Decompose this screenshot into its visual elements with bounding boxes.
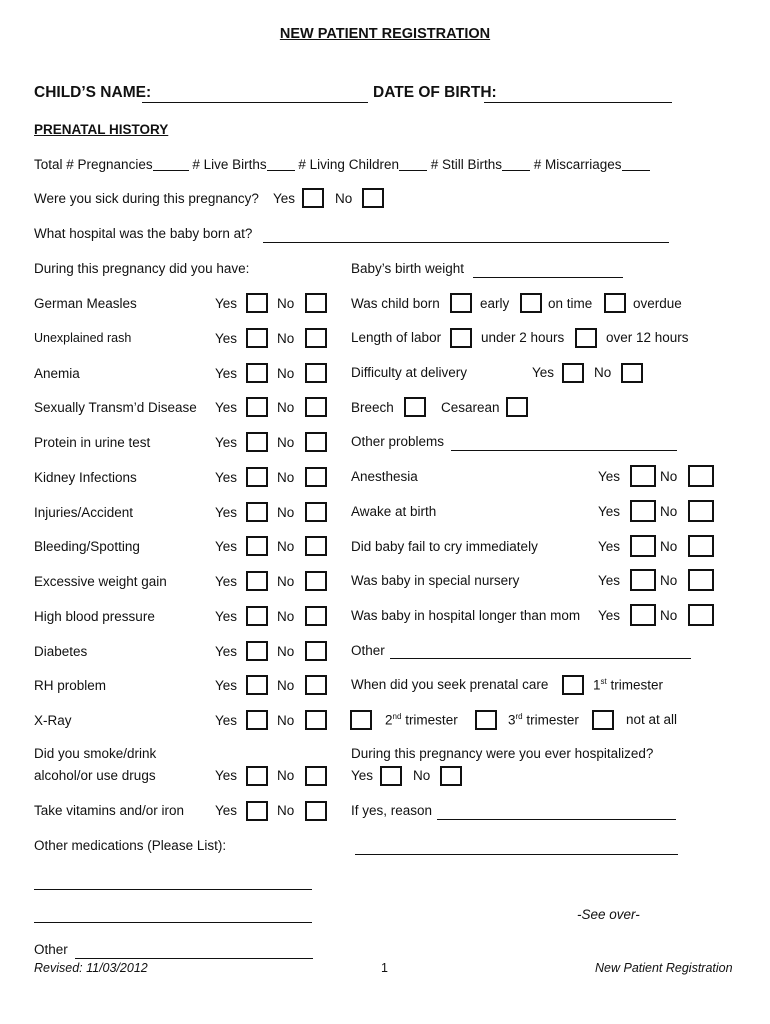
high-blood-pressure-yes-checkbox[interactable] [246,606,268,626]
injuries-accident-yes-checkbox[interactable] [246,502,268,522]
condition-no-label: No [277,470,295,485]
longer-than-mom-yes-checkbox[interactable] [630,604,656,626]
other-medications-label: Other medications (Please List): [34,838,227,853]
anesthesia-yes-label: Yes [598,469,621,484]
smoke-yes-checkbox[interactable] [246,766,268,786]
kidney-infections-no-checkbox[interactable] [305,467,327,487]
condition-yes-label: Yes [215,678,238,693]
under-2-hours-checkbox[interactable] [450,328,472,348]
smoke-yes-label: Yes [215,768,238,783]
difficulty-no-checkbox[interactable] [621,363,643,383]
anemia-yes-checkbox[interactable] [246,363,268,383]
live-births-label: # Live Births [192,157,267,172]
longer-than-mom-yes-label: Yes [598,608,621,623]
longer-than-mom-label: Was baby in hospital longer than mom [351,608,581,623]
pregnancies-label: Total # Pregnancies [34,157,153,172]
excessive-weight-gain-yes-checkbox[interactable] [246,571,268,591]
excessive-weight-gain-no-checkbox[interactable] [305,571,327,591]
form-name-footer: New Patient Registration [595,961,733,975]
hospital-question: What hospital was the baby born at? [34,226,253,241]
childs-name-field[interactable] [142,101,368,103]
if-yes-reason-field[interactable] [437,818,676,820]
condition-yes-label: Yes [215,296,238,311]
length-labor-label: Length of labor [351,330,442,345]
anesthesia-no-label: No [660,469,678,484]
sick-no-label: No [335,191,353,206]
over-12-hours-checkbox[interactable] [575,328,597,348]
fail-cry-yes-checkbox[interactable] [630,535,656,557]
cesarean-label: Cesarean [441,400,500,415]
awake-yes-checkbox[interactable] [630,500,656,522]
childs-name-label: CHILD’S NAME: [34,84,152,101]
prenatal-history-heading: PRENATAL HISTORY [34,122,169,137]
condition-yes-label: Yes [215,505,238,520]
fail-cry-yes-label: Yes [598,539,621,554]
second-trimester-checkbox[interactable] [350,710,372,730]
live-births-field[interactable] [267,169,295,171]
condition-label: Sexually Transm’d Disease [34,400,197,415]
hospitalized-no-label: No [413,768,431,783]
smoke-question-line2: alcohol/or use drugs [34,768,156,783]
diabetes-yes-checkbox[interactable] [246,641,268,661]
condition-no-label: No [277,331,295,346]
special-nursery-no-checkbox[interactable] [688,569,714,591]
special-nursery-no-label: No [660,573,678,588]
condition-label: Anemia [34,366,80,381]
not-at-all-checkbox[interactable] [592,710,614,730]
other-medications-right-line[interactable] [355,853,678,855]
bleeding-spotting-yes-checkbox[interactable] [246,536,268,556]
revised-date: Revised: 11/03/2012 [34,961,148,975]
condition-no-label: No [277,435,295,450]
vitamins-yes-checkbox[interactable] [246,801,268,821]
german-measles-no-checkbox[interactable] [305,293,327,313]
condition-yes-label: Yes [215,644,238,659]
awake-no-label: No [660,504,678,519]
condition-yes-label: Yes [215,574,238,589]
condition-yes-label: Yes [215,435,238,450]
condition-yes-label: Yes [215,331,238,346]
page-number: 1 [381,961,388,975]
condition-no-label: No [277,644,295,659]
right-other-field[interactable] [390,657,691,659]
early-checkbox[interactable] [450,293,472,313]
birth-weight-label: Baby’s birth weight [351,261,465,276]
condition-label: Diabetes [34,644,88,659]
still-births-field[interactable] [502,169,530,171]
protein-in-urine-test-yes-checkbox[interactable] [246,432,268,452]
was-born-label: Was child born [351,296,440,311]
condition-no-label: No [277,366,295,381]
unexplained-rash-yes-checkbox[interactable] [246,328,268,348]
see-over-note: -See over- [577,907,640,922]
difficulty-yes-label: Yes [532,365,555,380]
rh-problem-no-checkbox[interactable] [305,675,327,695]
high-blood-pressure-no-checkbox[interactable] [305,606,327,626]
protein-in-urine-test-no-checkbox[interactable] [305,432,327,452]
other-label: Other [34,942,68,957]
birth-weight-field[interactable] [473,276,623,278]
pregnancies-field[interactable] [153,169,189,171]
dob-field[interactable] [484,101,672,103]
prenatal-care-label: When did you seek prenatal care [351,677,549,692]
right-other-label: Other [351,643,385,658]
condition-no-label: No [277,713,295,728]
awake-no-checkbox[interactable] [688,500,714,522]
condition-label: German Measles [34,296,137,311]
hospitalized-yes-checkbox[interactable] [380,766,402,786]
condition-no-label: No [277,678,295,693]
other-medications-line1[interactable] [34,888,312,890]
anesthesia-yes-checkbox[interactable] [630,465,656,487]
fail-cry-label: Did baby fail to cry immediately [351,539,538,554]
sexually-transm-d-disease-yes-checkbox[interactable] [246,397,268,417]
condition-no-label: No [277,574,295,589]
smoke-question-line1: Did you smoke/drink [34,746,157,761]
living-children-field[interactable] [399,169,427,171]
sick-yes-checkbox[interactable] [302,188,324,208]
breech-checkbox[interactable] [404,397,426,417]
diabetes-no-checkbox[interactable] [305,641,327,661]
condition-yes-label: Yes [215,366,238,381]
other-medications-line2[interactable] [34,921,312,923]
fail-cry-no-label: No [660,539,678,554]
x-ray-yes-checkbox[interactable] [246,710,268,730]
first-trimester-checkbox[interactable] [562,675,584,695]
third-trimester-label: 3rd trimester [508,712,579,728]
x-ray-no-checkbox[interactable] [305,710,327,730]
first-trimester-label: 1st trimester [593,677,664,693]
condition-label: Unexplained rash [34,331,132,345]
condition-label: X-Ray [34,713,72,728]
third-trimester-checkbox[interactable] [475,710,497,730]
vitamins-no-checkbox[interactable] [305,801,327,821]
special-nursery-label: Was baby in special nursery [351,573,520,588]
german-measles-yes-checkbox[interactable] [246,293,268,313]
rh-problem-yes-checkbox[interactable] [246,675,268,695]
difficulty-yes-checkbox[interactable] [562,363,584,383]
condition-yes-label: Yes [215,609,238,624]
condition-label: Protein in urine test [34,435,151,450]
left-section-header: During this pregnancy did you have: [34,261,250,276]
condition-no-label: No [277,505,295,520]
condition-label: High blood pressure [34,609,155,624]
awake-label: Awake at birth [351,504,437,519]
hospital-field[interactable] [263,241,669,243]
condition-no-label: No [277,539,295,554]
still-births-label: # Still Births [430,157,503,172]
under-2-hours-label: under 2 hours [481,330,565,345]
fail-cry-no-checkbox[interactable] [688,535,714,557]
sick-yes-label: Yes [273,191,296,206]
vitamins-no-label: No [277,803,295,818]
condition-no-label: No [277,400,295,415]
not-at-all-label: not at all [626,712,678,727]
totals-row [34,157,650,172]
on-time-checkbox[interactable] [520,293,542,313]
smoke-no-checkbox[interactable] [305,766,327,786]
sexually-transm-d-disease-no-checkbox[interactable] [305,397,327,417]
vitamins-question: Take vitamins and/or iron [34,803,185,818]
overdue-label: overdue [633,296,682,311]
other-problems-label: Other problems [351,434,445,449]
condition-label: Excessive weight gain [34,574,167,589]
hospitalized-yes-label: Yes [351,768,374,783]
anemia-no-checkbox[interactable] [305,363,327,383]
longer-than-mom-no-label: No [660,608,678,623]
sick-no-checkbox[interactable] [362,188,384,208]
on-time-label: on time [548,296,593,311]
other-problems-field[interactable] [451,449,677,451]
longer-than-mom-no-checkbox[interactable] [688,604,714,626]
bleeding-spotting-no-checkbox[interactable] [305,536,327,556]
condition-label: Injuries/Accident [34,505,134,520]
miscarriages-field[interactable] [622,169,650,171]
condition-no-label: No [277,296,295,311]
condition-yes-label: Yes [215,713,238,728]
miscarriages-label: # Miscarriages [533,157,622,172]
breech-label: Breech [351,400,394,415]
condition-yes-label: Yes [215,539,238,554]
if-yes-reason-label: If yes, reason [351,803,433,818]
condition-label: RH problem [34,678,107,693]
overdue-checkbox[interactable] [604,293,626,313]
anesthesia-label: Anesthesia [351,469,418,484]
dob-label: DATE OF BIRTH: [373,84,497,101]
living-children-label: # Living Children [298,157,399,172]
over-12-hours-label: over 12 hours [606,330,689,345]
awake-yes-label: Yes [598,504,621,519]
anesthesia-no-checkbox[interactable] [688,465,714,487]
condition-yes-label: Yes [215,470,238,485]
special-nursery-yes-checkbox[interactable] [630,569,656,591]
early-label: early [480,296,510,311]
second-trimester-label: 2nd trimester [385,712,458,728]
condition-no-label: No [277,609,295,624]
special-nursery-yes-label: Yes [598,573,621,588]
hospitalized-no-checkbox[interactable] [440,766,462,786]
condition-yes-label: Yes [215,400,238,415]
smoke-no-label: No [277,768,295,783]
sick-question: Were you sick during this pregnancy? [34,191,259,206]
condition-label: Kidney Infections [34,470,137,485]
difficulty-no-label: No [594,365,612,380]
kidney-infections-yes-checkbox[interactable] [246,467,268,487]
injuries-accident-no-checkbox[interactable] [305,502,327,522]
unexplained-rash-no-checkbox[interactable] [305,328,327,348]
other-field[interactable] [75,957,313,959]
cesarean-checkbox[interactable] [506,397,528,417]
difficulty-label: Difficulty at delivery [351,365,468,380]
vitamins-yes-label: Yes [215,803,238,818]
condition-label: Bleeding/Spotting [34,539,140,554]
hospitalized-question: During this pregnancy were you ever hospitalized? [351,746,654,761]
page-title: NEW PATIENT REGISTRATION [279,26,491,42]
